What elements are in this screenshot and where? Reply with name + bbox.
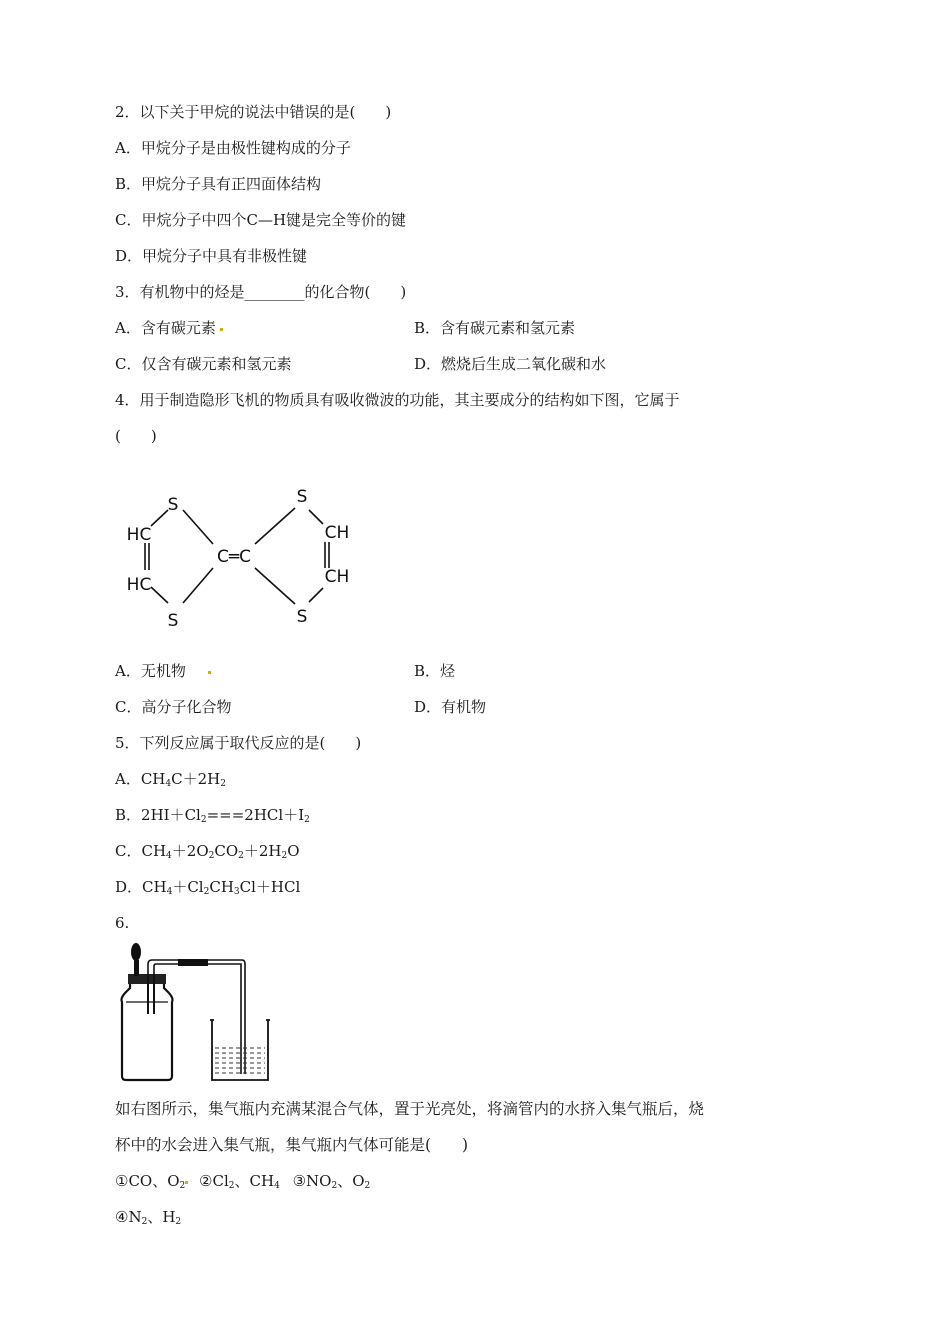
q6-option-2-text: ②Cl: [199, 1172, 229, 1190]
subscript: 4: [166, 887, 173, 897]
ch-top: CH: [324, 523, 350, 543]
q6-number: 6.: [115, 914, 130, 932]
q6-text-line1: 如右图所示，集气瓶内充满某混合气体，置于光亮处，将滴管内的水挤入集气瓶后，烧: [115, 1100, 705, 1118]
sulfur-top-left: S: [167, 495, 179, 515]
q2-stem: 2．以下关于甲烷的说法中错误的是( ): [115, 103, 392, 121]
subscript: 2: [281, 851, 288, 861]
stray-dot-mark: [220, 328, 223, 331]
q6-option-2-text: 、CH: [234, 1172, 275, 1190]
ch-bottom: CH: [324, 567, 350, 587]
q3-option-c: C．仅含有碳元素和氢元素: [115, 355, 292, 373]
subscript: 4: [165, 779, 172, 789]
subscript: 2: [175, 1217, 182, 1227]
subscript: 2: [141, 1217, 148, 1227]
q6-option-3-text: 、O: [337, 1172, 365, 1190]
subscript: 2: [364, 1181, 371, 1191]
q3-stem-text: 3．有机物中的烃是________的化合物( ): [115, 283, 407, 301]
q4-option-a-text: A．无机物: [115, 662, 186, 680]
q3-option-a-text: A．含有碳元素: [115, 319, 216, 337]
subscript: 2: [238, 851, 244, 861]
q6-option-4: [115, 1207, 181, 1232]
q6-option-2: [199, 1172, 280, 1190]
stray-dot-mark: [185, 1181, 188, 1184]
subscript: 2: [304, 815, 310, 825]
hc-top: HC: [126, 525, 152, 545]
stray-dot-mark: [208, 671, 211, 674]
q5-d-part: ＋Cl: [172, 878, 204, 896]
q3-option-d: D．燃烧后生成二氧化碳和水: [414, 355, 607, 373]
q6-option-1-text: ①CO、O: [115, 1172, 180, 1190]
q3-stem: [115, 282, 406, 302]
q6-option-4-text: ④N: [115, 1208, 142, 1226]
q4-stem-paren: ( ): [115, 427, 157, 445]
subscript: 2: [179, 1181, 186, 1191]
q3-option-b: B．含有碳元素和氢元素: [414, 319, 576, 337]
sulfur-top-right: S: [296, 487, 308, 507]
central-cc-double-bond: C═C: [217, 547, 251, 567]
q4-option-c: C．高分子化合物: [115, 698, 232, 716]
q2-option-c: C．甲烷分子中四个C—H键是完全等价的键: [115, 211, 407, 229]
gas-bottle-beaker-apparatus-diagram: [112, 940, 277, 1082]
q5-c-part: ＋2O: [171, 842, 209, 860]
subscript: 2: [208, 851, 215, 861]
subscript: 2: [331, 1181, 338, 1191]
q5-a-part: C＋2H: [171, 770, 221, 788]
q6-option-3-text: ③NO: [292, 1172, 332, 1190]
q5-option-b: [115, 805, 310, 830]
q6-option-1: [115, 1172, 185, 1190]
q5-stem: 5．下列反应属于取代反应的是( ): [115, 734, 362, 752]
q5-c-part: CO: [214, 842, 239, 860]
q5-b-part: B．2HI＋Cl: [115, 806, 201, 824]
q5-b-part: ===2HCl＋I: [206, 806, 305, 824]
q4-option-a: [115, 661, 211, 681]
q2-option-a: A．甲烷分子是由极性键构成的分子: [115, 139, 351, 157]
q5-option-c: [115, 841, 300, 866]
q5-c-part: C．CH: [115, 842, 167, 860]
q4-option-b: B．烃: [414, 662, 456, 680]
subscript: 2: [203, 887, 210, 897]
q3-option-a: [115, 318, 223, 338]
q5-option-a: [115, 769, 226, 794]
q4-stem: 4．用于制造隐形飞机的物质具有吸收微波的功能，其主要成分的结构如下图，它属于: [115, 391, 680, 409]
q5-d-part: CH: [209, 878, 234, 896]
q5-c-part: O: [287, 842, 300, 860]
q5-a-part: A．CH: [115, 770, 166, 788]
subscript: 2: [200, 815, 207, 825]
q5-d-part: Cl＋HCl: [239, 878, 301, 896]
q5-c-part: ＋2H: [243, 842, 282, 860]
q2-option-b: B．甲烷分子具有正四面体结构: [115, 175, 322, 193]
q6-option-4-text: 、H: [147, 1208, 176, 1226]
hc-bottom: HC: [126, 575, 152, 595]
q6-option-3: [293, 1172, 371, 1190]
sulfur-bottom-right: S: [296, 607, 308, 627]
q6-text-line2: 杯中的水会进入集气瓶，集气瓶内气体可能是( ): [115, 1136, 469, 1154]
q2-option-d: D．甲烷分子中具有非极性键: [115, 247, 308, 265]
subscript: 2: [220, 779, 226, 789]
q5-d-part: D．CH: [115, 878, 167, 896]
subscript: 3: [233, 887, 240, 897]
subscript: 4: [166, 851, 172, 861]
subscript: 2: [228, 1181, 235, 1191]
sulfur-bottom-left: S: [167, 611, 179, 631]
q6-options-row: [115, 1171, 370, 1196]
tetrathiafulvalene-structure-diagram: [115, 478, 375, 634]
q4-option-d: D．有机物: [414, 698, 487, 716]
q5-option-d: [115, 877, 300, 902]
subscript: 4: [274, 1181, 280, 1191]
